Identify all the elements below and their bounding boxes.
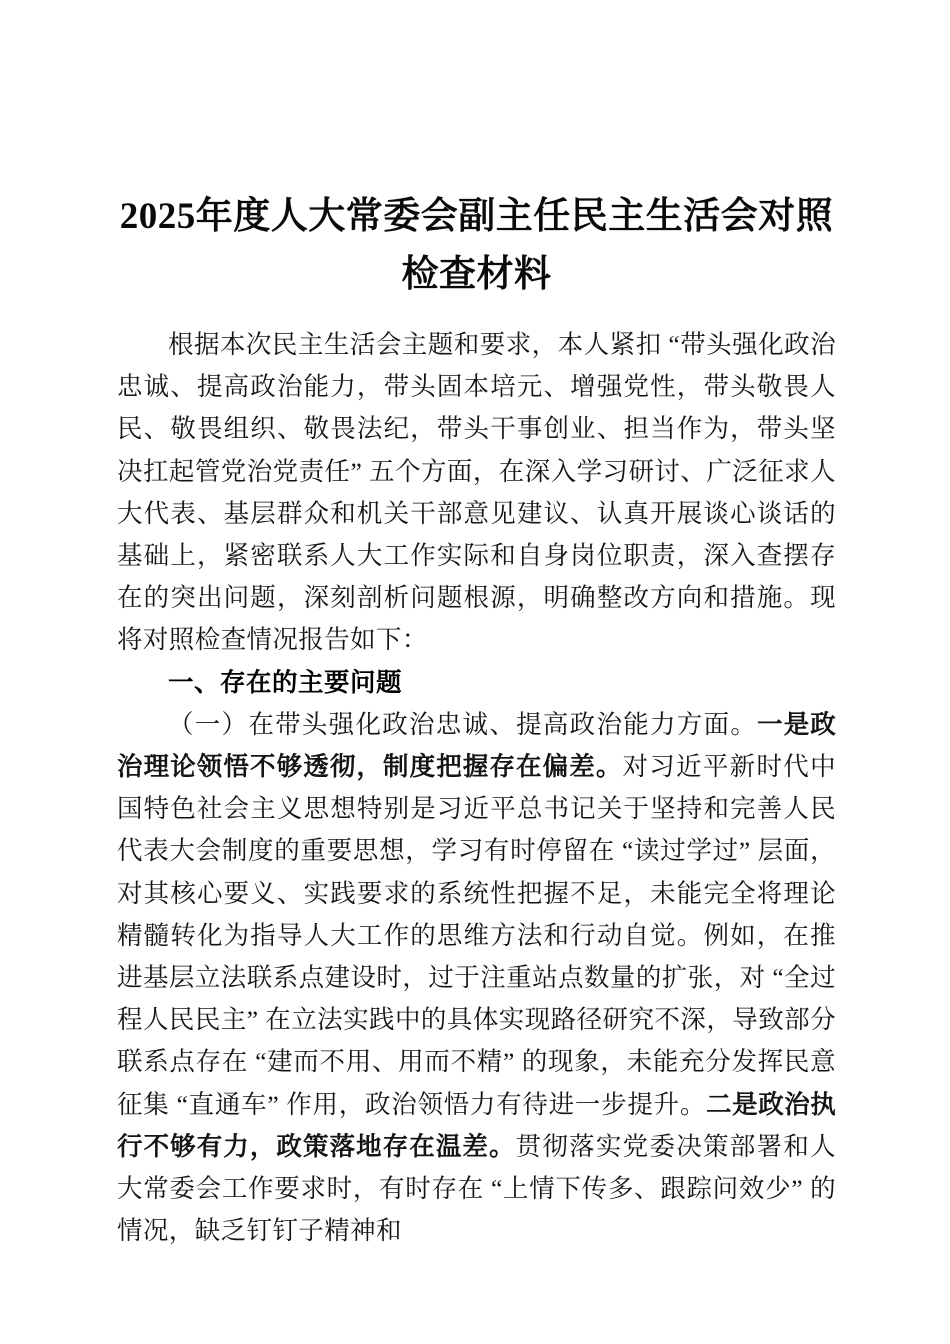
point-one-bold-label: 一是政治理论领悟不够透彻，制度把握存在偏差。 — [117, 710, 836, 782]
point-two-bold-label: 二是政治执行不够有力，政策落地存在温差。 — [117, 1090, 836, 1161]
paragraph-subsection-one — [117, 704, 836, 1253]
document-content — [117, 0, 836, 1252]
point-two-body-text: 贯彻落实党委决策部署和人大常委会工作要求时，有时存在 “上情下传多、跟踪问效少” 的情况，缺乏钉钉子精神和 — [117, 1131, 836, 1246]
section-heading-main-problems: 一、存在的主要问题 — [168, 668, 403, 697]
page-title: 2025年度人大常委会副主任民主生活会对照检查材料 — [119, 196, 834, 295]
paragraph-intro: 根据本次民主生活会主题和要求，本人紧扣 “带头强化政治忠诚、提高政治能力，带头固本培元、增强党性，带头敬畏人民、敬畏组织、敬畏法纪，带头干事创业、担当作为，带头坚决扛起管党治党责任” 五个方面，在深入学习研讨、广泛征求人大代表、基层群众和机关干部意见建议、认真开展谈心谈话的基础上，紧密联系人大工作实际和自身岗位职责，深入查摆存在的突出问题，深刻剖析问题根源，明确整改方向和措施。现将对照检查情况报告如下： — [117, 330, 836, 655]
point-one-body-text: 对习近平新时代中国特色社会主义思想特别是习近平总书记关于坚持和完善人民代表大会制度的重要思想，学习有时停留在 “读过学过” 层面，对其核心要义、实践要求的系统性把握不足，未能完全将理论精髓转化为指导人大工作的思维方法和行动自觉。例如，在推进基层立法联系点建设时，过于注重站点数量的扩张，对 “全过程人民民主” 在立法实践中的具体实现路径研究不深，导致部分联系点存在 “建而不用、用而不精” 的现象，未能充分发挥民意征集 “直通车” 作用，政治领悟力有待进一步提升。 — [117, 752, 836, 1119]
subsection-lead-text: （一）在带头强化政治忠诚、提高政治能力方面。 — [168, 709, 758, 739]
